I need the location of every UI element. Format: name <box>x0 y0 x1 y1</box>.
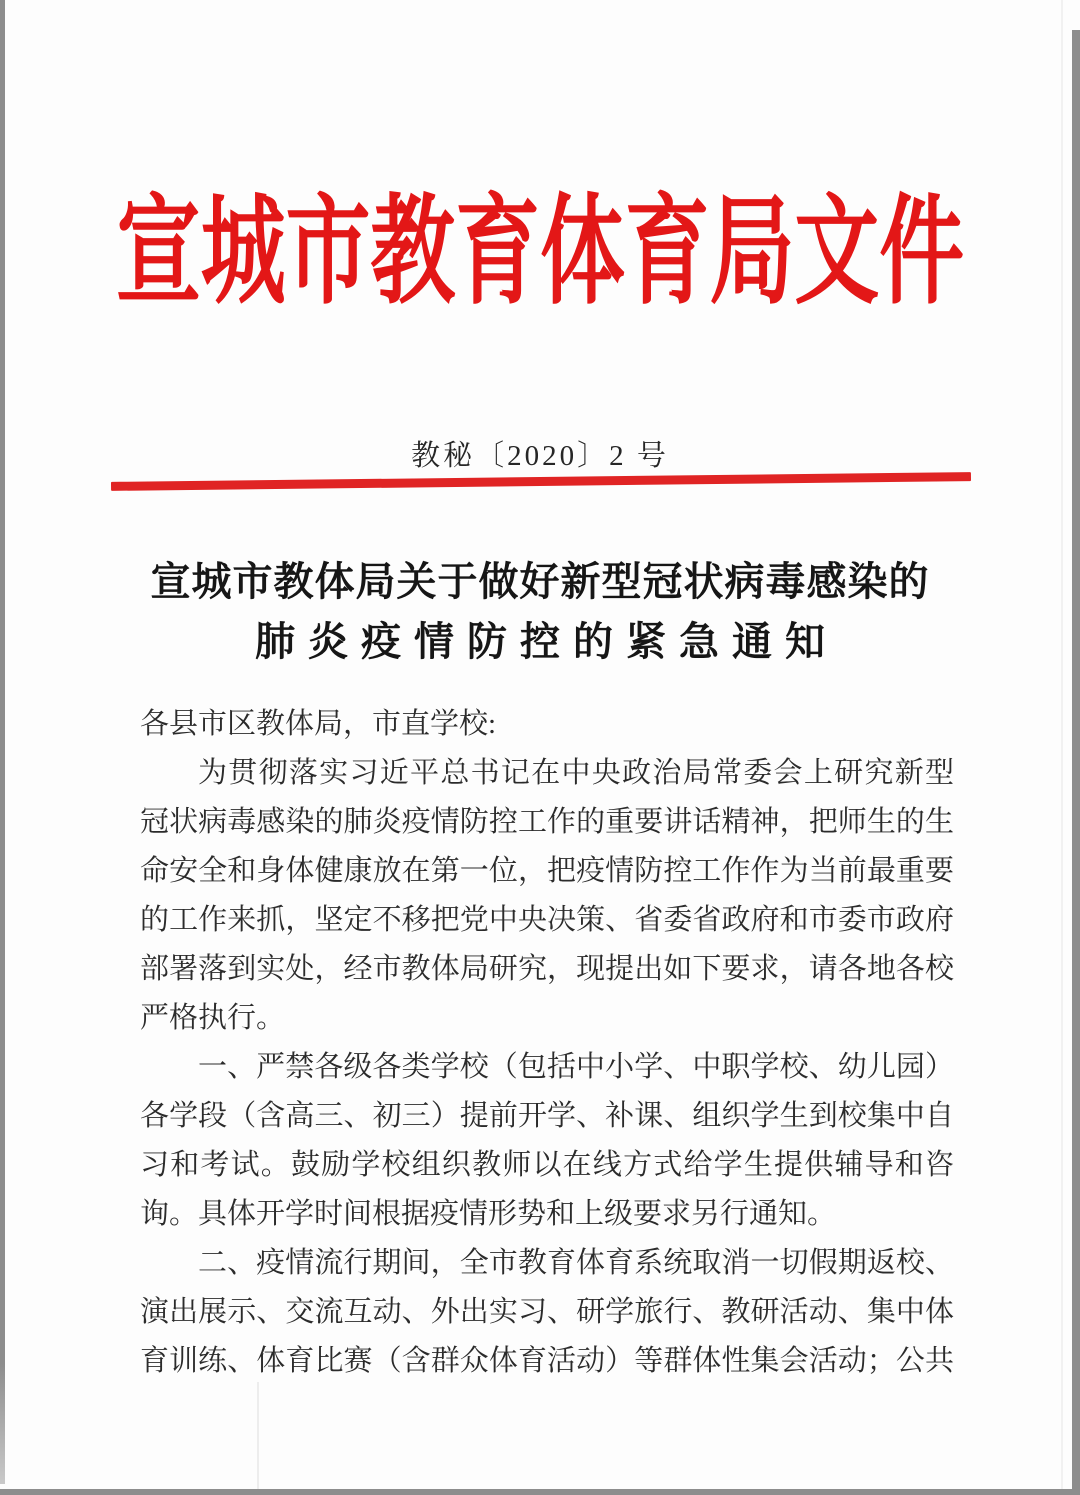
scan-paper-edge-shadow <box>1061 0 1063 1495</box>
body-line: 冠状病毒感染的肺炎疫情防控工作的重要讲话精神，把师生的生 <box>140 806 954 838</box>
doc-number: 教秘〔2020〕2 号 <box>411 440 669 472</box>
agency-header <box>0 187 1080 319</box>
body-line: 习和考试。鼓励学校组织教师以在线方式给学生提供辅导和咨 <box>140 1149 954 1181</box>
body-line: 一、严禁各级各类学校（包括中小学、中职学校、幼儿园） <box>198 1051 954 1083</box>
salutation-line: 各县市区教体局，市直学校: <box>140 708 497 740</box>
title-line-2: 肺炎疫情防控的紧急通知 <box>255 619 838 664</box>
body-line: 的工作来抓，坚定不移把党中央决策、省委省政府和市委市政府 <box>140 904 954 936</box>
scan-edge-right <box>1072 30 1080 1495</box>
document-title <box>0 552 1080 672</box>
title-line-1: 宣城市教体局关于做好新型冠状病毒感染的 <box>150 559 930 604</box>
body-line: 演出展示、交流互动、外出实习、研学旅行、教研活动、集中体 <box>140 1296 954 1328</box>
body-line: 育训练、体育比赛（含群众体育活动）等群体性集会活动；公共 <box>140 1345 954 1377</box>
document-body <box>140 700 954 1386</box>
scan-fold-line <box>257 1382 259 1489</box>
body-line: 二、疫情流行期间，全市教育体育系统取消一切假期返校、 <box>198 1247 954 1279</box>
scan-edge-left <box>0 0 5 1484</box>
body-line: 各学段（含高三、初三）提前开学、补课、组织学生到校集中自 <box>140 1100 954 1132</box>
body-line: 命安全和身体健康放在第一位，把疫情防控工作作为当前最重要 <box>140 855 954 887</box>
red-separator-line <box>111 472 971 491</box>
scan-edge-bottom <box>0 1489 1080 1495</box>
body-line: 部署落到实处，经市教体局研究，现提出如下要求，请各地各校 <box>140 953 954 985</box>
body-line: 为贯彻落实习近平总书记在中央政治局常委会上研究新型 <box>198 757 954 789</box>
agency-header-text: 宣城市教育体育局文件 <box>116 187 964 319</box>
body-line: 严格执行。 <box>140 1002 286 1034</box>
body-line: 询。具体开学时间根据疫情形势和上级要求另行通知。 <box>140 1198 837 1230</box>
